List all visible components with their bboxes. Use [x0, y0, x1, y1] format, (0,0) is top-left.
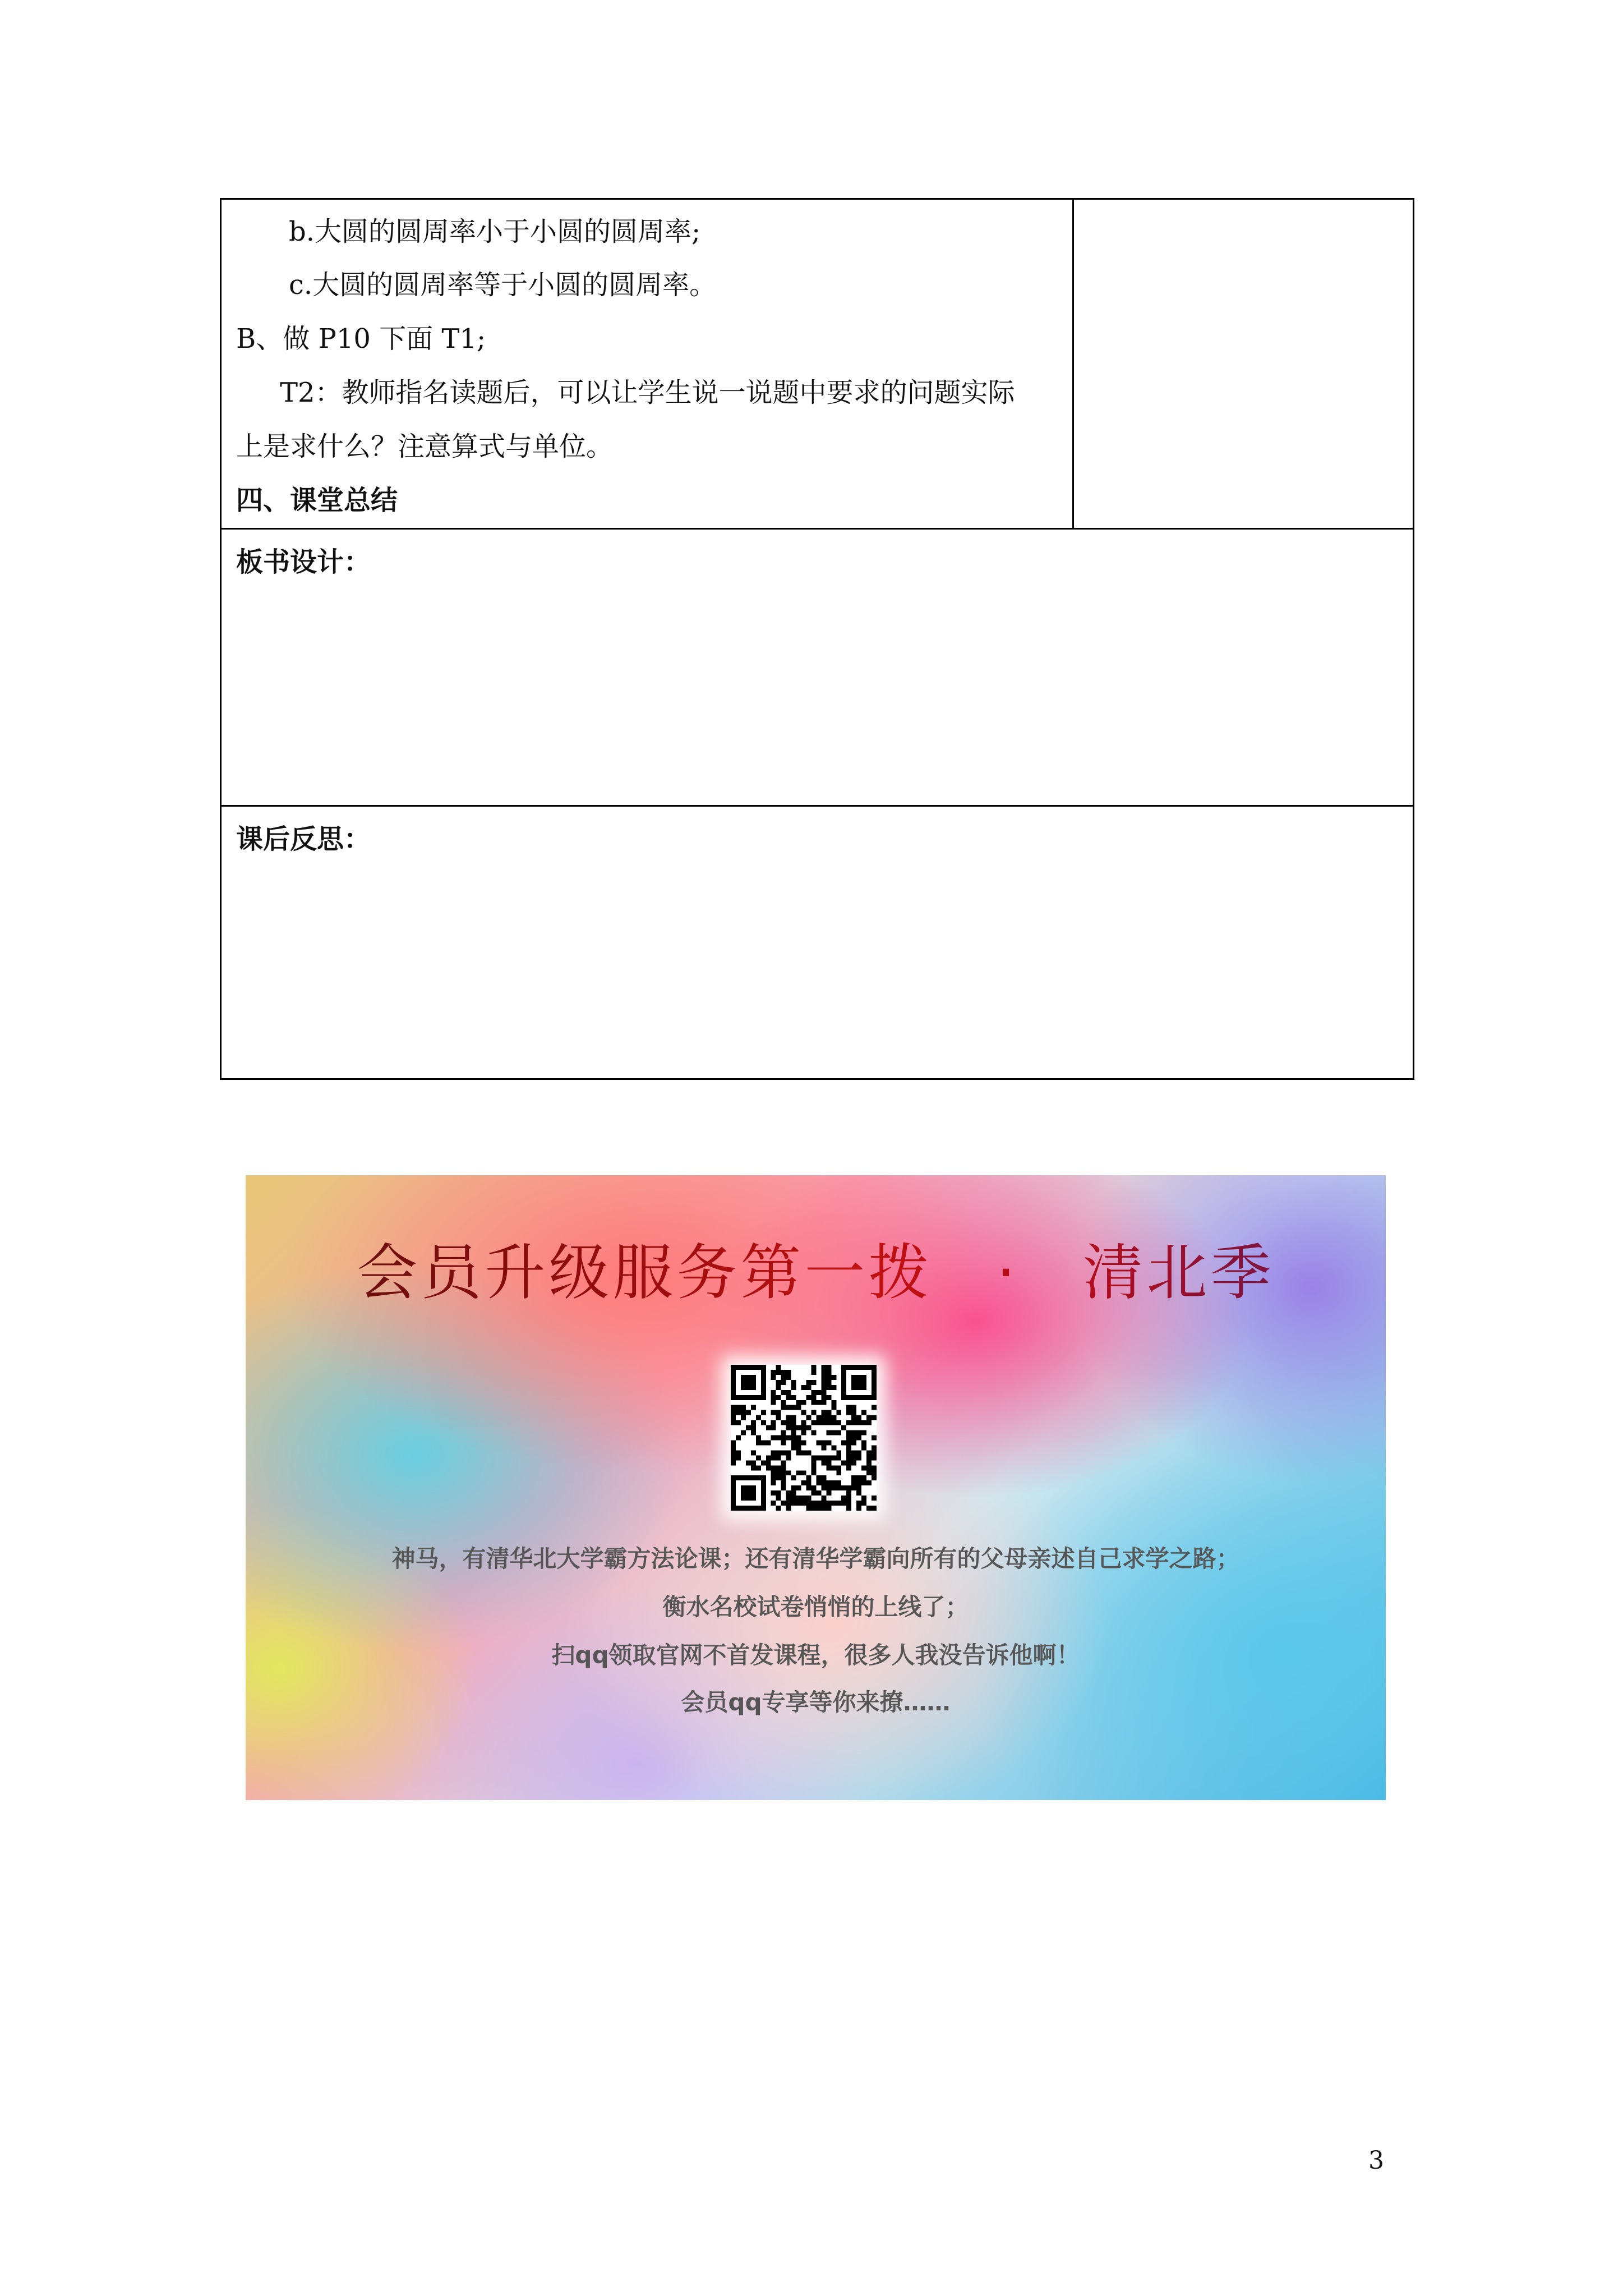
banner-text-line: 扫qq领取官网不首发课程，很多人我没告诉他啊！ [551, 1641, 1080, 1669]
board-design-cell [222, 530, 1413, 807]
promo-banner [246, 1175, 1386, 1800]
banner-text-line: 衡水名校试卷悄悄的上线了； [662, 1593, 969, 1621]
banner-text-line: 神马，有清华北大学霸方法论课；还有清华学霸向所有的父母亲述自己求学之路； [391, 1545, 1240, 1572]
lesson-line: T2：教师指名读题后，可以让学生说一说题中要求的问题实际 [280, 377, 1015, 408]
page-number: 3 [1368, 2146, 1384, 2175]
lesson-line: 上是求什么？注意算式与单位。 [236, 431, 614, 462]
lesson-line: c.大圆的圆周率等于小圆的圆周率。 [289, 269, 717, 301]
banner-title: 会员升级服务第一拨 · 清北季 [246, 1237, 1386, 1310]
qr-code[interactable] [731, 1365, 877, 1511]
lesson-line: B、做 P10 下面 T1; [236, 323, 486, 355]
lesson-line: b.大圆的圆周率小于小圆的圆周率; [289, 216, 701, 247]
banner-text-line: 会员qq专享等你来撩…… [681, 1688, 951, 1716]
lesson-plan-table [220, 198, 1414, 1080]
reflection-cell [222, 807, 1413, 1080]
lesson-content-row [222, 200, 1413, 530]
reflection-label: 课后反思： [236, 823, 371, 855]
board-design-label: 板书设计： [236, 546, 371, 578]
lesson-content-cell [222, 200, 1074, 528]
section-heading: 四、课堂总结 [236, 485, 398, 516]
qr-code-icon [731, 1365, 877, 1511]
